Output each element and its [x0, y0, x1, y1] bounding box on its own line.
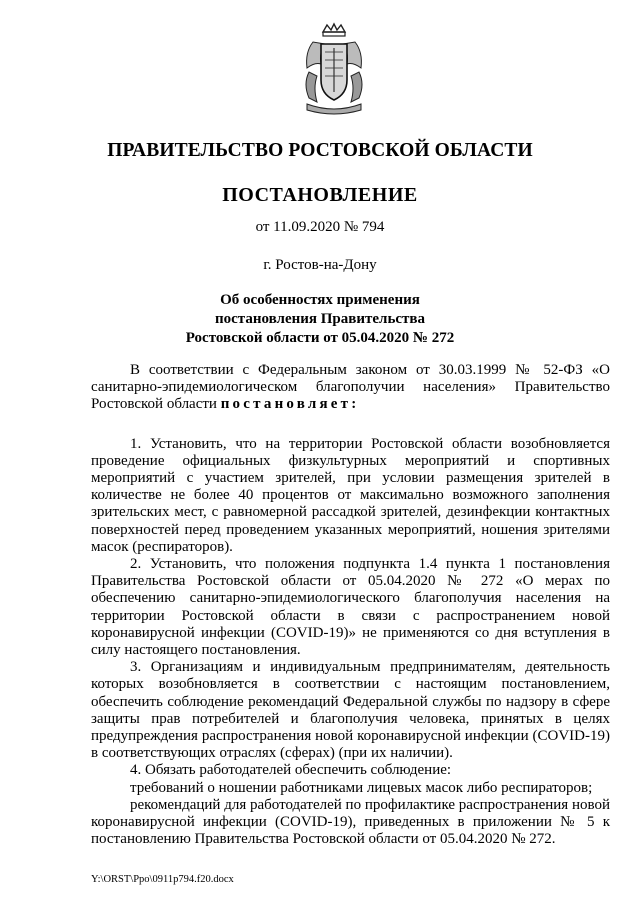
- document-subject: [0, 291, 640, 348]
- organization-title: ПРАВИТЕЛЬСТВО РОСТОВСКОЙ ОБЛАСТИ: [107, 140, 533, 161]
- subject-line-3: Ростовской области от 05.04.2020 № 272: [185, 330, 455, 346]
- clause-2: 2. Установить, что положения подпункта 1.4 пункта 1 постановления Правительства Ростовской области от 05.04.2020 № 272 «О мерах по обеспечению санитарно-эпидемиологического благополучия населения на территории Ростовской области в связи с распространением новой коронавирусной инфекции (COVID-19)» не применяются со дня вступления в силу настоящего постановления.: [91, 556, 610, 659]
- coat-of-arms-emblem: [295, 22, 373, 118]
- clause-4-item-1: требований о ношении работниками лицевых масок либо респираторов;: [130, 779, 593, 796]
- preamble-keyword: постановляет:: [220, 396, 360, 413]
- document-body: [91, 362, 610, 848]
- preamble-paragraph: [91, 362, 610, 414]
- clause-3: 3. Организациям и индивидуальным предпринимателям, деятельность которых возобновляется в соответствии с настоящим постановлением, обеспечить соблюдение рекомендаций Федеральной службы по надзору в сфере защиты прав потребителей и благополучия человека, принятых в целях предупреждения распространения новой коронавирусной инфекции (COVID-19) в соответствующих отраслях (сферах) (при их наличии).: [91, 659, 610, 762]
- clause-4-item-2: рекомендаций для работодателей по профилактике распространения новой коронавирусной инфекции (COVID-19), приведенных в приложении № 5 к постановлению Правительства Ростовской области от 05.04.2020 № 272.: [91, 796, 610, 848]
- document-type-title: ПОСТАНОВЛЕНИЕ: [222, 184, 418, 206]
- preamble-text: В соответствии с Федеральным законом от 30.03.1999 № 52-ФЗ «О санитарно-эпидемиологическом благополучии населения» Правительство Ростовской области: [91, 362, 610, 413]
- city-line: г. Ростов-на-Дону: [263, 257, 377, 273]
- clause-1: 1. Установить, что на территории Ростовской области возобновляется проведение официальных физкультурных мероприятий и спортивных мероприятий с участием зрителей, при условии размещения зрителей в количестве не более 40 процентов от максимально возможного заполнения зрительских мест, с равномерной рассадкой зрителей, дезинфекции контактных поверхностей перед проведением указанных мероприятий, ношения зрителями масок (респираторов).: [91, 435, 610, 555]
- subject-line-2: постановления Правительства: [215, 311, 425, 327]
- file-path-footer: Y:\ORST\Ppo\0911p794.f20.docx: [91, 874, 234, 885]
- paragraph-gap: [91, 414, 610, 436]
- subject-line-1: Об особенностях применения: [220, 292, 420, 308]
- clause-4: 4. Обязать работодателей обеспечить соблюдение:: [130, 762, 452, 779]
- date-and-number: от 11.09.2020 № 794: [255, 219, 385, 235]
